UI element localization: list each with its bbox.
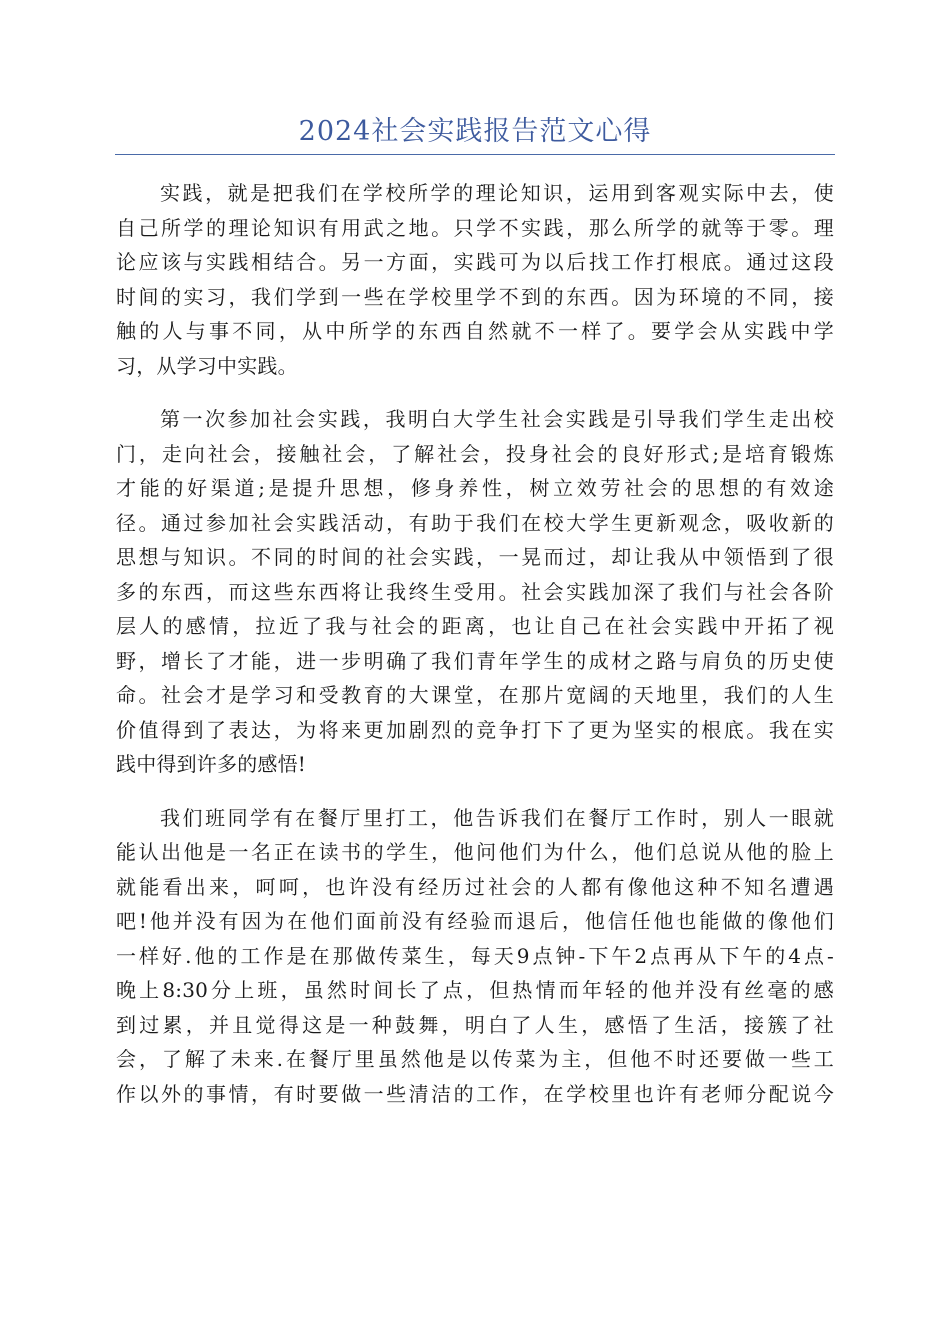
text-line: 一样好.他的工作是在那做传菜生，每天9点钟-下午2点再从下午的4点- [116,943,834,968]
text-line: 野，增长了才能，进一步明确了我们青年学生的成材之路与肩负的历史使 [116,648,834,673]
text-line: 就能看出来，呵呵，也许没有经历过社会的人都有像他这种不知名遭遇 [116,874,834,899]
text-line: 多的东西，而这些东西将让我终生受用。社会实践加深了我们与社会各阶 [116,579,834,604]
text-line: 门，走向社会，接触社会，了解社会，投身社会的良好形式;是培育锻炼 [116,441,834,466]
text-line: 到过累，并且觉得这是一种鼓舞，明白了人生，感悟了生活，接簇了社 [116,1012,834,1037]
text-line: 吧!他并没有因为在他们面前没有经验而退后，他信任他也能做的像他们 [116,909,834,933]
text-line: 论应该与实践相结合。另一方面，实践可为以后找工作打根底。通过这段 [116,250,834,274]
text-line: 会，了解了未来.在餐厅里虽然他是以传菜为主，但他不时还要做一些工 [116,1047,834,1071]
text-line: 触的人与事不同，从中所学的东西自然就不一样了。要学会从实践中学 [116,319,834,343]
text-line: 径。通过参加社会实践活动，有助于我们在校大学生更新观念，吸收新的 [116,510,834,535]
text-line: 层人的感情，拉近了我与社会的距离，也让自己在社会实践中开拓了视 [116,614,834,638]
text-line: 价值得到了表达，为将来更加剧烈的竞争打下了更为坚实的根底。我在实 [116,717,834,742]
title-underline [115,154,835,155]
text-line: 命。社会才是学习和受教育的大课堂，在那片宽阔的天地里，我们的人生 [116,683,834,707]
text-line: 实践，就是把我们在学校所学的理论知识，运用到客观实际中去，使 [160,181,834,205]
document-body [116,176,834,1130]
text-line: 习，从学习中实践。 [116,353,298,378]
paragraph-2 [116,402,834,782]
text-line: 时间的实习，我们学到一些在学校里学不到的东西。因为环境的不同，接 [116,284,834,309]
text-line: 第一次参加社会实践，我明白大学生社会实践是引导我们学生走出校 [160,407,834,431]
text-line: 践中得到许多的感悟! [116,752,307,776]
text-line: 我们班同学有在餐厅里打工，他告诉我们在餐厅工作时，别人一眼就 [160,805,834,830]
text-line: 作以外的事情，有时要做一些清洁的工作，在学校里也许有老师分配说今 [116,1081,834,1106]
text-line: 晚上8:30分上班，虽然时间长了点，但热情而年轻的他并没有丝毫的感 [116,978,834,1002]
text-line: 才能的好渠道;是提升思想，修身养性，树立效劳社会的思想的有效途 [116,476,834,500]
paragraph-3 [116,801,834,1112]
document-title: 2024社会实践报告范文心得 [298,116,652,147]
text-line: 能认出他是一名正在读书的学生，他问他们为什么，他们总说从他的脸上 [116,840,834,864]
text-line: 思想与知识。不同的时间的社会实践，一晃而过，却让我从中领悟到了很 [116,545,834,569]
paragraph-1 [116,176,834,383]
text-line: 自己所学的理论知识有用武之地。只学不实践，那么所学的就等于零。理 [116,215,834,240]
